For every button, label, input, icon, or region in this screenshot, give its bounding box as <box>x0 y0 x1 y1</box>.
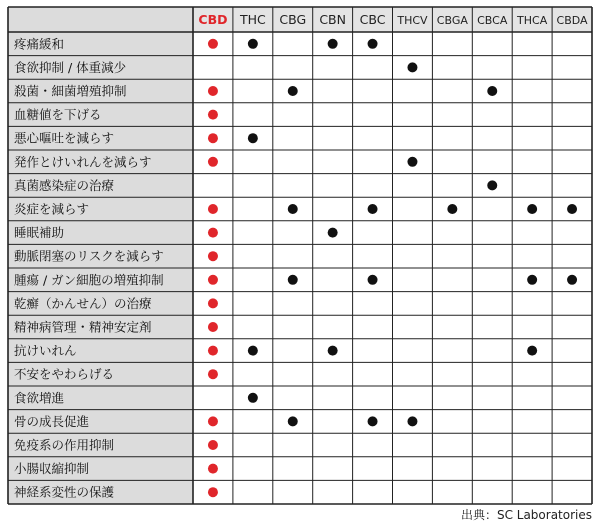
mark-dot-cbn <box>328 346 338 356</box>
row-label: 腫瘍 / ガン細胞の増殖抑制 <box>14 272 164 288</box>
mark-dot-cbga <box>447 204 457 214</box>
mark-dot-cbn <box>328 39 338 49</box>
mark-dot-thc <box>248 346 258 356</box>
mark-dot-cbn <box>328 228 338 238</box>
row-label: 睡眠補助 <box>14 225 65 241</box>
mark-dot-cbd <box>208 39 218 49</box>
row-label: 小腸収縮抑制 <box>14 461 90 477</box>
mark-dot-cbd <box>208 369 218 379</box>
mark-dot-thcv <box>407 157 417 167</box>
mark-dot-cbd <box>208 133 218 143</box>
mark-dot-cbg <box>288 275 298 285</box>
row-label: 悪心嘔吐を減らす <box>14 130 115 146</box>
mark-dot-cbd <box>208 228 218 238</box>
row-label: 乾癬（かんせん）の治療 <box>14 295 152 311</box>
mark-dot-thc <box>248 39 258 49</box>
mark-dot-cbg <box>288 416 298 426</box>
mark-dot-cbd <box>208 204 218 214</box>
row-label: 食欲増進 <box>14 390 65 406</box>
mark-dot-cbd <box>208 346 218 356</box>
row-label: 炎症を減らす <box>14 201 90 217</box>
row-label: 血糖値を下げる <box>14 107 102 123</box>
mark-dot-cbc <box>368 204 378 214</box>
mark-dot-thcv <box>407 62 417 72</box>
column-header-thc: THC <box>239 12 266 27</box>
column-header-cbn: CBN <box>319 12 346 27</box>
mark-dot-cbd <box>208 86 218 96</box>
column-header-thca: THCA <box>517 14 548 27</box>
mark-dot-thcv <box>407 416 417 426</box>
mark-dot-cbd <box>208 251 218 261</box>
mark-dot-cbd <box>208 275 218 285</box>
mark-dot-cbda <box>567 275 577 285</box>
column-header-cbda: CBDA <box>556 14 588 27</box>
mark-dot-cbd <box>208 157 218 167</box>
mark-dot-cbca <box>487 86 497 96</box>
mark-dot-thca <box>527 275 537 285</box>
mark-dot-cbd <box>208 110 218 120</box>
row-label: 真菌感染症の治療 <box>14 177 115 193</box>
column-header-thcv: THCV <box>397 14 428 27</box>
source-caption: 出典：SC Laboratories <box>460 508 592 522</box>
column-header-cbca: CBCA <box>477 14 508 27</box>
mark-dot-thc <box>248 133 258 143</box>
mark-dot-cbg <box>288 204 298 214</box>
mark-dot-cbd <box>208 322 218 332</box>
column-header-cbg: CBG <box>279 12 307 27</box>
row-label: 殺菌・細菌増殖抑制 <box>14 83 127 99</box>
mark-dot-thca <box>527 204 537 214</box>
mark-dot-thca <box>527 346 537 356</box>
mark-dot-thc <box>248 393 258 403</box>
mark-dot-cbd <box>208 440 218 450</box>
row-label: 動脈閉塞のリスクを減らす <box>14 248 164 264</box>
mark-dot-cbd <box>208 416 218 426</box>
row-label: 疼痛緩和 <box>14 36 65 52</box>
mark-dot-cbca <box>487 180 497 190</box>
row-label: 抗けいれん <box>14 343 77 359</box>
column-header-cbga: CBGA <box>436 14 468 27</box>
row-label: 免疫系の作用抑制 <box>14 437 115 453</box>
row-label: 神経系変性の保護 <box>14 484 115 500</box>
column-header-cbc: CBC <box>359 12 386 27</box>
mark-dot-cbc <box>368 39 378 49</box>
mark-dot-cbc <box>368 275 378 285</box>
mark-dot-cbd <box>208 298 218 308</box>
mark-dot-cbd <box>208 487 218 497</box>
row-label: 発作とけいれんを減らす <box>14 154 152 170</box>
column-header-cbd: CBD <box>198 12 228 27</box>
row-label: 骨の成長促進 <box>14 413 90 429</box>
row-label: 食欲抑制 / 体重減少 <box>14 59 127 75</box>
mark-dot-cbd <box>208 464 218 474</box>
row-label: 精神病管理・精神安定剤 <box>14 319 152 335</box>
mark-dot-cbda <box>567 204 577 214</box>
mark-dot-cbc <box>368 416 378 426</box>
mark-dot-cbg <box>288 86 298 96</box>
row-label: 不安をやわらげる <box>14 366 115 382</box>
